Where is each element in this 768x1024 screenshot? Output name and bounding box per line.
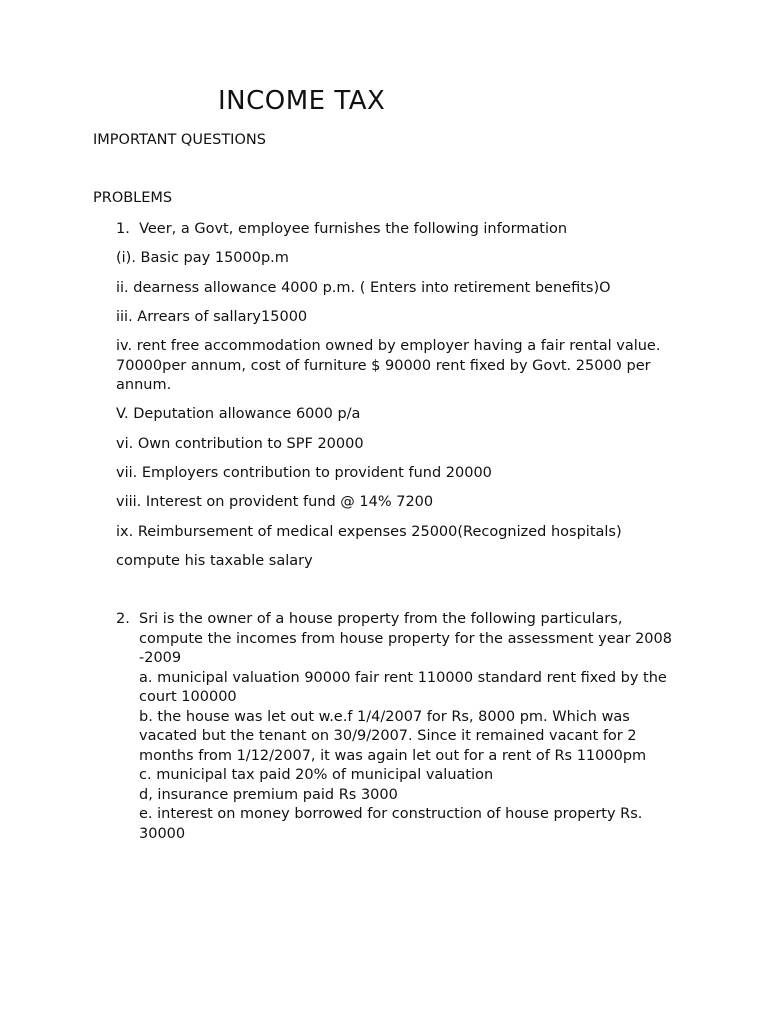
section-heading: PROBLEMS — [93, 190, 173, 206]
question-1-conclusion: compute his taxable salary — [116, 553, 313, 569]
question-1-item: ii. dearness allowance 4000 p.m. ( Enters into retirement benefits)O — [116, 280, 611, 296]
document-title: INCOME TAX — [218, 86, 386, 116]
subtitle: IMPORTANT QUESTIONS — [93, 132, 266, 148]
question-2-item: a. municipal valuation 90000 fair rent 110000 standard rent fixed by the court 100000 — [139, 669, 667, 705]
question-2 — [116, 610, 686, 844]
question-2-item: b. the house was let out w.e.f 1/4/2007 for Rs, 8000 pm. Which was vacated but the tenant on 30/9/2007. Since it remained vacant for 2 months from 1/12/2007, it was again let out for a rent of Rs 11000pm — [139, 708, 647, 764]
question-1-item: iv. rent free accommodation owned by employer having a fair rental value. 70000per annum, cost of furniture $ 90000 rent fixed by Govt. 25000 per annum. — [116, 338, 661, 393]
question-2-body — [139, 610, 686, 844]
question-2-intro: Sri is the owner of a house property from the following particulars, compute the incomes from house property for the assessment year 2008 -2009 — [139, 611, 672, 666]
question-1-item: iii. Arrears of sallary15000 — [116, 309, 308, 325]
question-2-item: c. municipal tax paid 20% of municipal valuation — [139, 767, 494, 783]
question-1-item: vii. Employers contribution to provident fund 20000 — [116, 465, 492, 481]
question-1-number: 1. — [116, 221, 130, 237]
question-2-item: e. interest on money borrowed for construction of house property Rs. 30000 — [139, 806, 643, 842]
question-1-item: ix. Reimbursement of medical expenses 25000(Recognized hospitals) — [116, 524, 622, 540]
question-1-intro: Veer, a Govt, employee furnishes the following information — [139, 221, 568, 237]
question-2-item: d, insurance premium paid Rs 3000 — [139, 786, 398, 803]
question-1-intro-line — [116, 220, 567, 240]
question-1-item: (i). Basic pay 15000p.m — [116, 250, 289, 266]
question-1-item: vi. Own contribution to SPF 20000 — [116, 436, 364, 452]
question-1-item: viii. Interest on provident fund @ 14% 7200 — [116, 494, 434, 510]
question-1-item: V. Deputation allowance 6000 p/a — [116, 406, 361, 422]
question-2-number: 2. — [116, 611, 130, 627]
